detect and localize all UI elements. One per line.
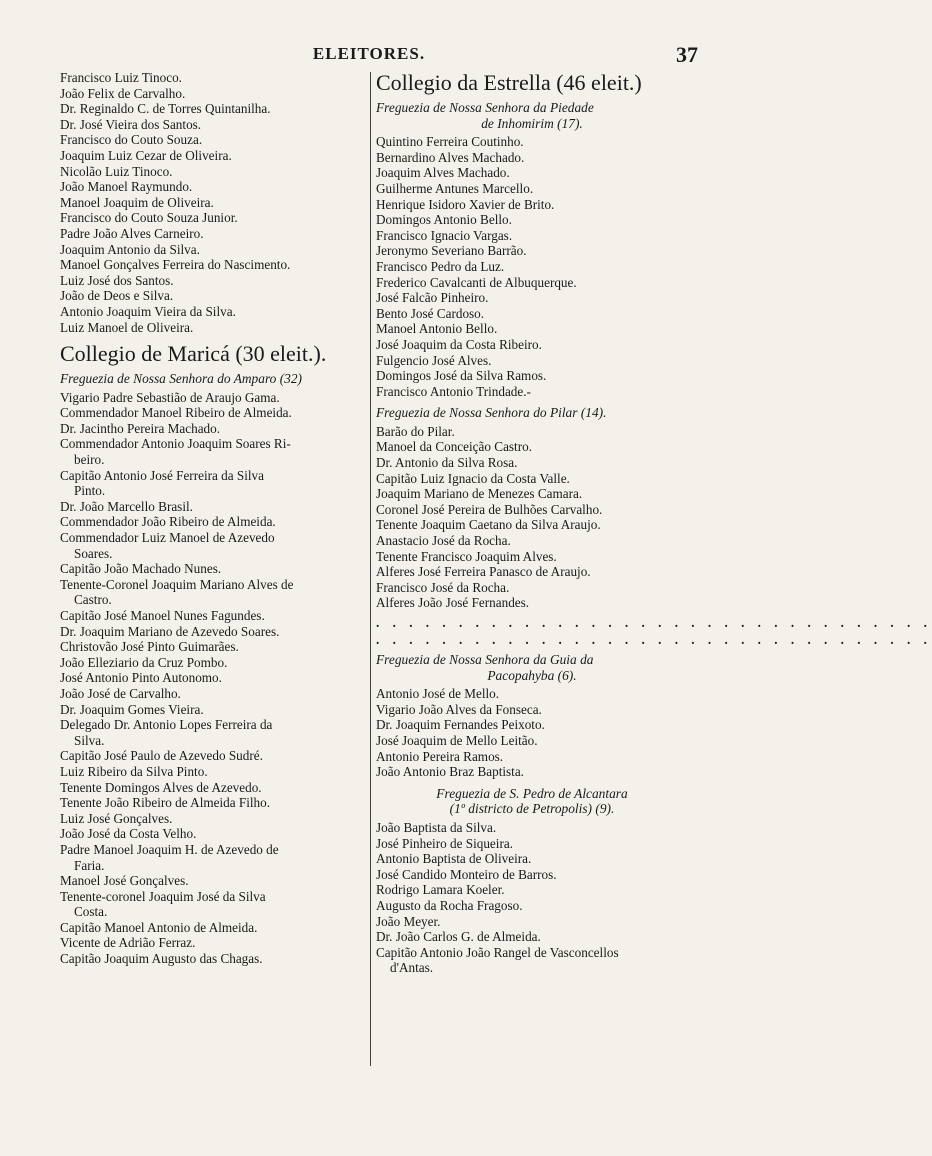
list-item: Dr. Joaquim Mariano de Azevedo Soares. — [60, 623, 280, 639]
list-item: Rodrigo Lamara Koeler. — [376, 882, 505, 898]
list-item: Manoel Gonçalves Ferreira do Nascimento. — [60, 257, 291, 273]
list-item: Manoel José Gonçalves. — [60, 873, 189, 889]
list-item: Alferes José Ferreira Panasco de Araujo. — [376, 564, 591, 580]
list-item: Domingos Antonio Bello. — [376, 212, 512, 228]
list-item-continuation: Silva. — [74, 732, 105, 748]
list-item: Guilherme Antunes Marcello. — [376, 180, 534, 196]
list-item-continuation: Costa. — [74, 904, 108, 920]
list-item: Vigario Padre Sebastião de Araujo Gama. — [60, 389, 280, 405]
parish-heading-guia — [376, 652, 688, 683]
list-item: Padre João Alves Carneiro. — [60, 225, 204, 241]
list-item: João Antonio Braz Baptista. — [376, 764, 524, 780]
list-item: Dr. Jacintho Pereira Machado. — [60, 420, 221, 436]
list-item: João Meyer. — [376, 913, 441, 929]
list-item: Alferes João José Fernandes. — [376, 595, 530, 611]
list-item: Francisco Antonio Trindade.- — [376, 383, 531, 399]
list-item: Manoel da Conceição Castro. — [376, 439, 533, 455]
parish-heading-line: Freguezia de Nossa Senhora da Piedade — [376, 100, 594, 115]
list-item: José Pinheiro de Siqueira. — [376, 835, 513, 851]
list-item-continuation: Pinto. — [74, 483, 106, 499]
list-item: Francisco do Couto Souza Junior. — [60, 210, 238, 226]
list-item: Capitão Manoel Antonio de Almeida. — [60, 919, 258, 935]
ellipsis-row: . . . . . . . . . . . . . . . . . . . . . . . . . . . . . . . . . . — [376, 615, 932, 630]
list-item: Tenente João Ribeiro de Almeida Filho. — [60, 795, 271, 811]
parish-heading-line: Pacopahyba (6). — [487, 667, 577, 683]
list-item: Francisco Luiz Tinoco. — [60, 70, 182, 85]
list-item: José Candido Monteiro de Barros. — [376, 866, 557, 882]
list-item-continuation: Soares. — [74, 545, 113, 561]
list-item: Capitão Joaquim Augusto das Chagas. — [60, 951, 263, 967]
list-item — [60, 436, 368, 467]
college-heading-marica: Collegio de Maricá (30 eleit.). — [60, 341, 327, 367]
list-item-line: Tenente-Coronel Joaquim Mariano Alves de — [60, 576, 294, 592]
elector-list-amparo — [60, 390, 368, 967]
list-item: Dr. José Vieira dos Santos. — [60, 116, 202, 132]
list-item — [60, 530, 368, 561]
list-item: Nicolão Luiz Tinoco. — [60, 163, 173, 179]
list-item-continuation: Faria. — [74, 857, 105, 873]
list-item: João Felix de Carvalho. — [60, 85, 186, 101]
list-item: Francisco Pedro da Luz. — [376, 258, 505, 274]
list-item: José Falcão Pinheiro. — [376, 290, 489, 306]
parish-heading-line: Freguezia de Nossa Senhora da Guia da — [376, 652, 594, 667]
list-item: João Baptista da Silva. — [376, 819, 497, 835]
column-divider — [370, 72, 371, 1066]
list-item — [60, 468, 368, 499]
list-item: Tenente Domingos Alves de Azevedo. — [60, 779, 262, 795]
list-item — [376, 945, 688, 976]
list-item: Quintino Ferreira Coutinho. — [376, 134, 524, 150]
parish-heading-line: (1º districto de Petropolis) (9). — [449, 801, 615, 817]
list-item: Antonio Joaquim Vieira da Silva. — [60, 303, 236, 319]
list-item — [60, 842, 368, 873]
page-header — [40, 44, 698, 68]
list-item: Barão do Pilar. — [376, 423, 455, 439]
list-item: Joaquim Luiz Cezar de Oliveira. — [60, 147, 232, 163]
list-item-line: Tenente-coronel Joaquim José da Silva — [60, 888, 266, 904]
list-item-continuation: beiro. — [74, 452, 105, 468]
list-item: Capitão José Paulo de Azevedo Sudré. — [60, 748, 263, 764]
list-item: Jeronymo Severiano Barrão. — [376, 243, 527, 259]
list-item: Luiz José Gonçalves. — [60, 810, 173, 826]
list-item: Commendador Manoel Ribeiro de Almeida. — [60, 405, 292, 421]
list-item: Domingos José da Silva Ramos. — [376, 368, 547, 384]
list-item: Francisco do Couto Souza. — [60, 132, 203, 148]
list-item: Dr. Joaquim Gomes Vieira. — [60, 701, 204, 717]
list-item: Frederico Cavalcanti de Albuquerque. — [376, 274, 577, 290]
list-item: Vigario João Alves da Fonseca. — [376, 701, 542, 717]
list-item: Coronel José Pereira de Bulhões Carvalho. — [376, 501, 603, 517]
parish-heading-pilar: Freguezia de Nossa Senhora do Pilar (14). — [376, 405, 607, 421]
list-item: Dr. Reginaldo C. de Torres Quintanilha. — [60, 101, 271, 117]
list-item-line: Capitão Antonio João Rangel de Vasconcellos — [376, 944, 619, 960]
list-item: Manoel Joaquim de Oliveira. — [60, 194, 214, 210]
elector-list-continued — [60, 70, 368, 335]
list-item: Capitão Luiz Ignacio da Costa Valle. — [376, 470, 570, 486]
list-item: Christovão José Pinto Guimarães. — [60, 639, 239, 655]
list-item: Henrique Isidoro Xavier de Brito. — [376, 196, 555, 212]
list-item: João de Deos e Silva. — [60, 288, 174, 304]
list-item: Augusto da Rocha Fragoso. — [376, 897, 523, 913]
list-item: Fulgencio José Alves. — [376, 352, 492, 368]
elector-list-piedade — [376, 134, 688, 399]
list-item: Luiz Ribeiro da Silva Pinto. — [60, 763, 208, 779]
list-item: Anastacio José da Rocha. — [376, 533, 511, 549]
list-item: Manoel Antonio Bello. — [376, 321, 498, 337]
list-item: Capitão José Manoel Nunes Fagundes. — [60, 608, 265, 623]
list-item: Francisco Ignacio Vargas. — [376, 227, 513, 243]
elector-list-alcantara — [376, 820, 688, 976]
list-item — [60, 889, 368, 920]
list-item-continuation: d'Antas. — [390, 960, 434, 976]
list-item: João Manoel Raymundo. — [60, 179, 193, 195]
college-heading-estrella: Collegio da Estrella (46 eleit.) — [376, 70, 642, 95]
running-title: ELEITORES. — [312, 44, 426, 63]
list-item — [60, 717, 368, 748]
parish-heading-piedade — [376, 100, 688, 131]
list-item: Antonio Baptista de Oliveira. — [376, 851, 532, 867]
list-item: Capitão João Machado Nunes. — [60, 561, 222, 577]
list-item-line: Padre Manoel Joaquim H. de Azevedo de — [60, 841, 279, 857]
list-item: Commendador João Ribeiro de Almeida. — [60, 514, 276, 530]
list-item: Francisco José da Rocha. — [376, 579, 510, 595]
list-item-line: Capitão Antonio José Ferreira da Silva — [60, 467, 264, 483]
list-item: Antonio José de Mello. — [376, 686, 500, 702]
list-item: Tenente Francisco Joaquim Alves. — [376, 548, 557, 564]
list-item-continuation: Castro. — [74, 592, 112, 608]
list-item-line: Commendador Luiz Manoel de Azevedo — [60, 530, 275, 546]
parish-heading-line: Freguezia de S. Pedro de Alcantara — [436, 785, 628, 801]
list-item: Bento José Cardoso. — [376, 305, 485, 321]
list-item: Tenente Joaquim Caetano da Silva Araujo. — [376, 517, 601, 533]
left-column — [60, 70, 368, 967]
list-item: Luiz Manoel de Oliveira. — [60, 319, 194, 335]
list-item: Dr. João Marcello Brasil. — [60, 498, 193, 514]
list-item: João Elleziario da Cruz Pombo. — [60, 654, 228, 670]
parish-heading-alcantara — [376, 786, 688, 817]
list-item-line: Delegado Dr. Antonio Lopes Ferreira da — [60, 717, 273, 733]
list-item: Joaquim Mariano de Menezes Camara. — [376, 486, 583, 502]
list-item: José Joaquim da Costa Ribeiro. — [376, 336, 542, 352]
list-item: João José da Costa Velho. — [60, 826, 197, 842]
list-item: Dr. João Carlos G. de Almeida. — [376, 929, 541, 945]
list-item: João José de Carvalho. — [60, 685, 181, 701]
parish-heading-amparo: Freguezia de Nossa Senhora do Amparo (32) — [60, 371, 303, 387]
list-item: Joaquim Alves Machado. — [376, 165, 510, 181]
list-item: Dr. Joaquim Fernandes Peixoto. — [376, 717, 545, 733]
list-item: José Antonio Pinto Autonomo. — [60, 670, 222, 686]
list-item: Dr. Antonio da Silva Rosa. — [376, 455, 518, 471]
parish-heading-line: de Inhomirim (17). — [481, 115, 583, 131]
list-item: José Joaquim de Mello Leitão. — [376, 732, 538, 748]
list-item — [60, 577, 368, 608]
list-item: Luiz José dos Santos. — [60, 272, 174, 288]
right-column — [376, 70, 932, 976]
list-item: Joaquim Antonio da Silva. — [60, 241, 200, 257]
list-item: Bernardino Alves Machado. — [376, 149, 525, 165]
page-number: 37 — [676, 42, 698, 67]
ellipsis-row: . . . . . . . . . . . . . . . . . . . . . . . . . . . . . . . . . . — [376, 632, 932, 647]
elector-list-pilar — [376, 424, 688, 611]
elector-list-guia — [376, 686, 688, 780]
list-item: Vicente de Adrião Ferraz. — [60, 935, 196, 951]
list-item-line: Commendador Antonio Joaquim Soares Ri- — [60, 436, 291, 452]
list-item: Antonio Pereira Ramos. — [376, 748, 504, 764]
